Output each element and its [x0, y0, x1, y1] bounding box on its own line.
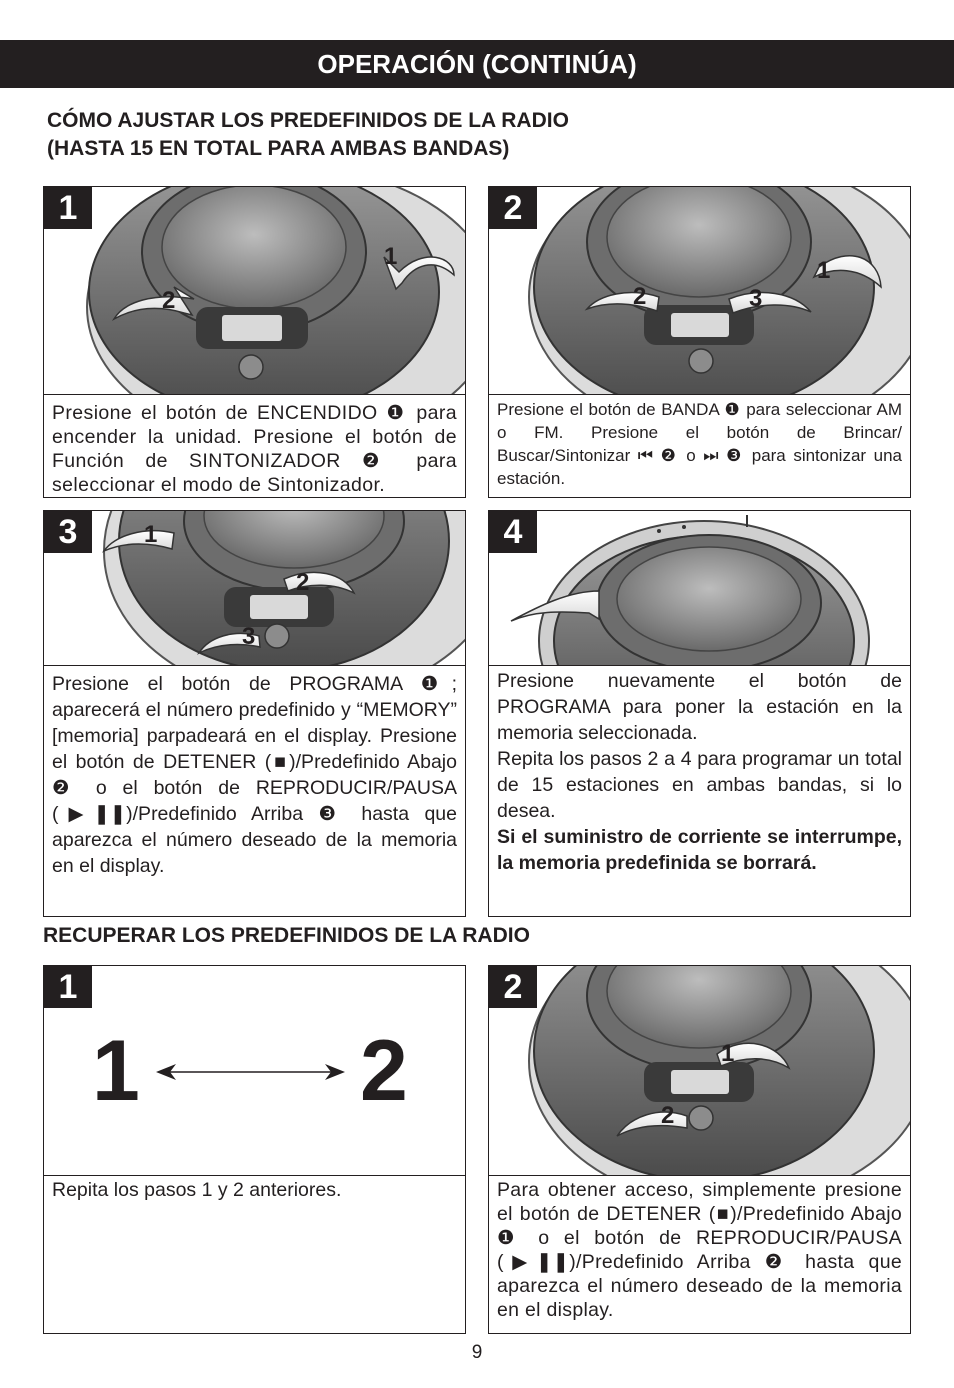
callout-2: 2: [633, 283, 647, 310]
page-header: [0, 40, 954, 88]
section-title-line-2: (HASTA 15 EN TOTAL PARA AMBAS BANDAS): [47, 137, 510, 160]
callout-2: 2: [661, 1102, 675, 1129]
callout-1: 1: [817, 257, 831, 284]
set-step-4-text: [497, 668, 902, 876]
step-number-badge: 1: [44, 966, 92, 1008]
set-step-1-text: Presione el botón de ENCENDIDO ❶ para encender la unidad. Presione el botón de Función de SINTONIZADOR ❷ para seleccionar el modo de Sintonizador.: [52, 402, 457, 496]
step-number-badge: 4: [489, 511, 537, 553]
recall-step-1-text: Repita los pasos 1 y 2 anteriores.: [52, 1179, 342, 1201]
step-number-badge: 2: [489, 187, 537, 229]
big-step-number-from: 1: [92, 1023, 140, 1119]
step-number-badge: 1: [44, 187, 92, 229]
callout-3: 3: [242, 623, 256, 650]
callout-2: 2: [296, 569, 310, 596]
set-step-4-warning: Si el suministro de corriente se interrumpe, la memoria predefinida se borrará.: [497, 826, 902, 874]
set-step-3-panel: [43, 510, 466, 917]
recall-step-1-panel: [43, 965, 466, 1334]
set-step-2-panel: [488, 186, 911, 498]
callout-1: 1: [384, 243, 398, 270]
step-number-badge: 3: [44, 511, 92, 553]
set-step-2-text: Presione el botón de BANDA ❶ para seleccionar AM o FM. Presione el botón de Brincar/ Buscar/Sintonizar ⏮ ❷ o ⏭ ❸ para sintonizar una estación.: [497, 400, 902, 488]
page-number: 9: [471, 1342, 483, 1363]
step-sequence-illustration: [44, 966, 465, 1176]
boombox-illustration: [489, 966, 910, 1176]
callout-2: 2: [162, 287, 176, 314]
section-title-line-1: CÓMO AJUSTAR LOS PREDEFINIDOS DE LA RADIO: [47, 109, 569, 132]
callout-1: 1: [144, 521, 158, 548]
recall-step-2-text: Para obtener acceso, simplemente presione el botón de DETENER (■)/Predefinido Abajo ❶ o el botón de REPRODUCIR/PAUSA (▶❚❚)/Predefinido Arriba ❷ hasta que aparezca el número deseado de la memoria en el display.: [497, 1179, 902, 1321]
step-number-badge: 2: [489, 966, 537, 1008]
section-title-set-presets: [47, 107, 569, 163]
boombox-illustration: [489, 511, 910, 666]
set-step-4-text-1: Presione nuevamente el botón de PROGRAMA para poner la estación en la memoria seleccionada.: [497, 670, 902, 744]
callout-3: 3: [749, 285, 763, 312]
section-title-recall-presets: RECUPERAR LOS PREDEFINIDOS DE LA RADIO: [43, 924, 530, 947]
boombox-illustration: [489, 187, 910, 395]
callout-1: 1: [721, 1040, 735, 1067]
recall-step-2-panel: [488, 965, 911, 1334]
header-title: OPERACIÓN (CONTINÚA): [317, 48, 637, 79]
set-step-1-panel: [43, 186, 466, 498]
big-step-number-to: 2: [360, 1023, 408, 1119]
set-step-4-text-2: Repita los pasos 2 a 4 para programar un total de 15 estaciones en ambas bandas, si lo desea.: [497, 748, 902, 822]
boombox-illustration: [44, 187, 465, 395]
boombox-illustration: [44, 511, 465, 666]
set-step-3-text: Presione el botón de PROGRAMA ❶; aparecerá el número predefinido y “MEMORY” [memoria] parpadeará en el display. Presione el botón de DETENER (■)/Predefinido Abajo ❷ o el botón de REPRODUCIR/PAUSA (▶❚❚)/Predefinido Arriba ❸ hasta que aparezca el número deseado de la memoria en el display.: [52, 673, 457, 877]
set-step-4-panel: [488, 510, 911, 917]
